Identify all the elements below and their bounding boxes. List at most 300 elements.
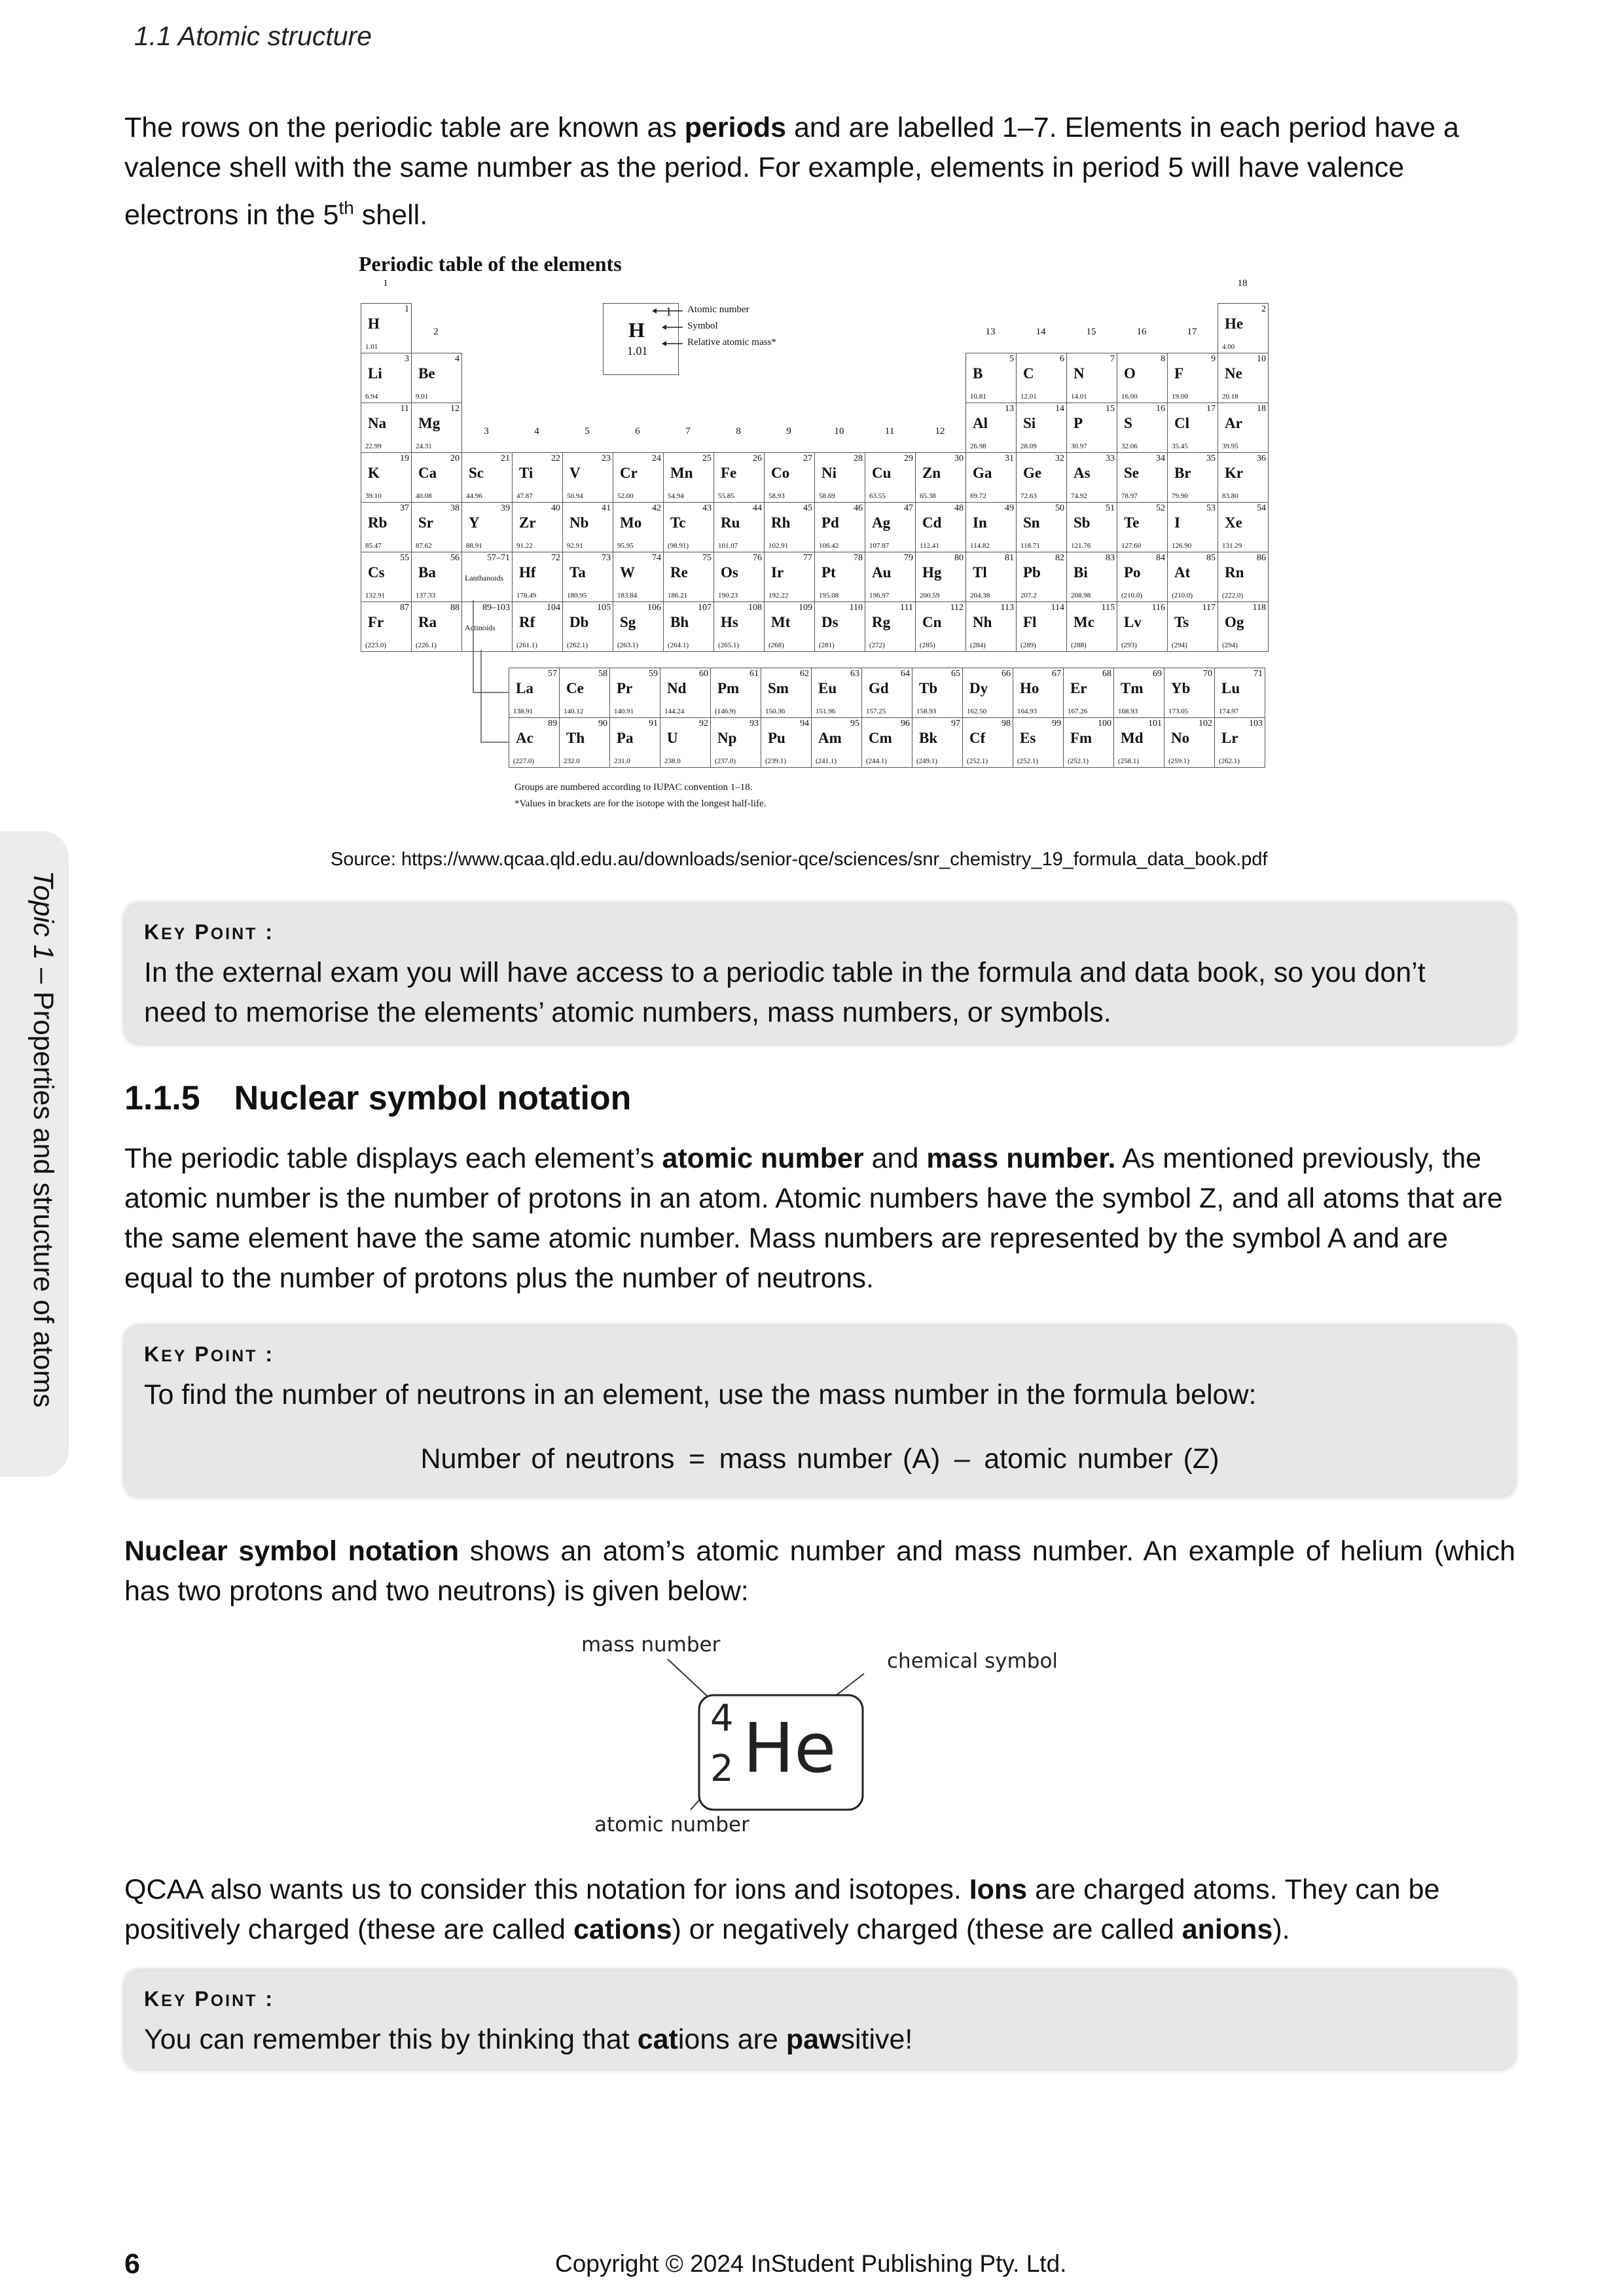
atomic-number: 90 [598,719,607,728]
ions-paragraph: QCAA also wants us to consider this notation for ions and isotopes. Ions are charged atoms. They can be positively charged (these are called cations) or negatively charged (these are called anions). [124,1874,1440,1945]
atomic-number: 49 [1005,503,1014,513]
element-symbol: Lv [1124,614,1142,630]
element-symbol: Dy [969,680,988,696]
element-symbol: Mt [771,614,791,630]
element-symbol: Pd [821,514,839,531]
element-symbol: Am [818,730,842,746]
key-point-box-1 [124,903,1515,1044]
element-symbol: La [516,680,533,696]
element-symbol: Fm [1070,730,1092,746]
notation-paragraph: The periodic table displays each element’s atomic number and mass number. As mentioned previously, the atomic number is the number of protons in an atom. Atomic numbers have the symbol Z, and all atoms that are the same element have the same atomic number. Mass numbers are represented by the symbol A and are equal to the number of protons plus the number of neutrons. [124,1143,1503,1294]
atomic-mass: 85.47 [365,542,382,550]
atomic-number: 81 [1005,553,1014,563]
group-number-15: 15 [1086,327,1096,337]
atomic-mass: (98.91) [668,542,689,550]
element-symbol: Ge [1023,465,1042,481]
atomic-number: 65 [951,669,960,679]
atomic-mass: 162.50 [967,708,987,715]
atomic-number: 58 [598,669,607,679]
element-symbol: Tc [670,514,686,531]
atomic-mass: (294) [1172,641,1187,649]
key-point-box-2 [124,1325,1515,1497]
atomic-number: 114 [1051,603,1064,613]
atomic-number: 28 [854,454,863,463]
atomic-mass: (249.1) [916,757,938,765]
atomic-mass: 173.05 [1168,708,1189,715]
atomic-number: 71 [1254,669,1263,679]
element-symbol: Cr [620,465,638,481]
atomic-number: 113 [1000,603,1014,613]
atomic-number: 103 [1249,719,1263,728]
element-symbol: Se [1124,465,1139,481]
element-symbol: Es [1020,730,1036,746]
atomic-number: 115 [1101,603,1115,613]
atomic-number-value: 2 [710,1748,734,1790]
atomic-mass: 118.71 [1020,542,1040,550]
group-number-10: 10 [834,426,844,437]
atomic-mass: 35.45 [1172,442,1188,450]
atomic-mass: 168.93 [1118,708,1138,715]
atomic-number: 108 [748,603,762,613]
atomic-mass: 54.94 [668,492,684,500]
atomic-mass: 79.90 [1172,492,1188,500]
atomic-mass: 151.96 [816,708,836,715]
group-number-12: 12 [935,426,945,437]
atomic-mass: 195.08 [819,592,839,600]
element-symbol: Gd [869,680,889,696]
key-point-label: KEY POINT : [144,920,274,944]
atomic-mass: 196.97 [869,592,890,600]
atomic-number: 82 [1055,553,1064,563]
element-symbol: F [1174,365,1184,382]
atomic-mass: 14.01 [1071,393,1087,401]
atomic-number: 89 [548,719,557,728]
atomic-mass: 78.97 [1121,492,1138,500]
f-block-connectors [359,252,1275,815]
atomic-mass: 131.29 [1222,542,1242,550]
atomic-number: 68 [1102,669,1111,679]
atomic-mass: (259.1) [1168,757,1190,765]
element-symbol: N [1074,365,1085,382]
atomic-mass: (252.1) [1017,757,1039,765]
atomic-number: 43 [702,503,712,513]
element-symbol: Rf [519,614,535,630]
element-symbol: P [1074,415,1083,431]
atomic-mass: 58.69 [819,492,835,500]
element-symbol: Pr [617,680,633,696]
atomic-number: 32 [1055,454,1064,463]
element-symbol: Cm [869,730,892,746]
atomic-mass: 88.91 [466,542,482,550]
atomic-mass: 26.98 [970,442,986,450]
intro-paragraph: The rows on the periodic table are known as periods and are labelled 1–7. Elements in each period have a valence shell with the same number as the period. For example, elements in period 5 will have valence electrons in the 5th shell. [124,112,1459,231]
element-symbol: Kr [1225,465,1244,481]
atomic-mass: 200.59 [920,592,940,600]
atomic-number: 118 [1252,603,1266,613]
element-symbol: Sn [1023,514,1040,531]
group-number-18: 18 [1237,278,1248,289]
element-symbol: Sm [768,680,789,696]
element-symbol: Ni [821,465,837,481]
atomic-mass: 4.00 [1222,343,1235,351]
table-note-1: Groups are numbered according to IUPAC convention 1–18. [514,782,753,793]
atomic-mass: 106.42 [819,542,839,550]
atomic-mass: 1.01 [365,343,378,351]
element-symbol: Ar [1225,415,1242,431]
atomic-number: 18 [1257,404,1266,414]
atomic-number: 112 [950,603,964,613]
key-point-text: You can remember this by thinking that cations are pawsitive! [144,2024,913,2055]
element-symbol: Db [569,614,589,630]
element-symbol: Os [721,564,738,581]
atomic-mass: (272) [869,641,885,649]
atomic-mass: 63.55 [869,492,886,500]
atomic-mass: (244.1) [866,757,888,765]
atomic-number: 53 [1206,503,1216,513]
element-symbol: Nd [667,680,687,696]
atomic-mass: 69.72 [970,492,986,500]
atomic-number: 54 [1257,503,1266,513]
element-symbol: Be [418,365,435,382]
atomic-number: 31 [1005,454,1014,463]
element-symbol: Ra [418,614,437,630]
running-header: 1.1 Atomic structure [134,21,372,51]
atomic-mass: (268) [768,641,784,649]
element-symbol: Ba [418,564,436,581]
atomic-mass: 47.87 [516,492,533,500]
atomic-number: 55 [400,553,409,563]
atomic-mass: (263.1) [617,641,639,649]
element-symbol: Po [1124,564,1141,581]
group-number-13: 13 [985,327,996,337]
atomic-mass: 183.84 [617,592,638,600]
atomic-number: 105 [597,603,611,613]
atomic-number: 11 [400,404,409,414]
atomic-mass: 39.10 [365,492,382,500]
chemical-symbol-value: He [743,1708,837,1788]
element-symbol: Ac [516,730,533,746]
atomic-number: 27 [803,454,812,463]
element-symbol: Pt [821,564,836,581]
source-citation: Source: https://www.qcaa.qld.edu.au/downloads/senior-qce/sciences/snr_chemistry_19_formula_data_book.pdf [331,849,1268,870]
copyright: Copyright © 2024 InStudent Publishing Pty. Ltd. [555,2250,1067,2277]
atomic-number: 25 [702,454,712,463]
atomic-number: 59 [649,669,658,679]
element-symbol: O [1124,365,1136,382]
atomic-mass: (210.0) [1172,592,1193,600]
element-symbol: Cs [368,564,385,581]
element-symbol: Sg [620,614,636,630]
element-symbol: Nb [569,514,589,531]
atomic-mass: 65.38 [920,492,936,500]
atomic-mass: (237.0) [715,757,736,765]
atomic-mass: 114.82 [970,542,990,550]
atomic-mass: 232.0 [564,757,580,765]
atomic-number: 62 [800,669,809,679]
atomic-number: 96 [901,719,910,728]
atomic-number: 42 [652,503,661,513]
atomic-number: 83 [1106,553,1115,563]
atomic-number: 87 [400,603,409,613]
periodic-table [359,252,1275,815]
element-symbol: Cu [872,465,892,481]
atomic-mass: 30.97 [1071,442,1087,450]
atomic-number: 24 [652,454,661,463]
atomic-mass: 121.76 [1071,542,1091,550]
atomic-mass: (239.1) [765,757,787,765]
atomic-mass: 52.00 [617,492,634,500]
atomic-mass: (258.1) [1118,757,1140,765]
element-symbol: Ce [566,680,584,696]
mass-number-value: 4 [710,1697,734,1740]
atomic-number: 14 [1055,404,1064,414]
group-number-9: 9 [786,426,791,437]
element-symbol: Ho [1020,680,1039,696]
element-symbol: Bh [670,614,689,630]
atomic-mass: 127.60 [1121,542,1142,550]
element-symbol: Cn [922,614,942,630]
element-symbol: Rn [1225,564,1244,581]
element-symbol: Ti [519,465,533,481]
atomic-number: 3 [405,354,409,364]
element-symbol: C [1023,365,1034,382]
atomic-mass: 28.09 [1020,442,1037,450]
atomic-number: 107 [698,603,712,613]
element-symbol: Ag [872,514,891,531]
atomic-mass: (284) [970,641,986,649]
group-number-2: 2 [433,327,439,337]
element-symbol: Si [1023,415,1036,431]
element-symbol: Na [368,415,387,431]
atomic-number: 88 [450,603,460,613]
atomic-number: 17 [1206,404,1216,414]
element-symbol: In [973,514,987,531]
atomic-mass: 204.38 [970,592,990,600]
key-cell: 1 H 1.01 [603,303,679,375]
element-symbol: Hf [519,564,536,581]
element-symbol: Te [1124,514,1140,531]
mass-number-label: mass number [581,1633,721,1657]
atomic-number: 116 [1151,603,1165,613]
side-tab-text [27,870,59,1408]
atomic-mass: (285) [920,641,935,649]
element-symbol: Th [566,730,585,746]
element-symbol: S [1124,415,1132,431]
atomic-mass: 91.22 [516,542,533,550]
element-symbol: Np [717,730,737,746]
element-symbol: Hg [922,564,942,581]
atomic-mass: 32.06 [1121,442,1138,450]
element-symbol: Lr [1221,730,1238,746]
atomic-mass: 150.36 [765,708,785,715]
element-symbol: Tl [973,564,987,581]
periodic-table-title: Periodic table of the elements [359,252,622,276]
section-heading: 1.1.5 Nuclear symbol notation [124,1079,632,1117]
atomic-number: 97 [951,719,960,728]
atomic-number: 77 [803,553,812,563]
atomic-number: 72 [551,553,560,563]
element-symbol: Ir [771,564,784,581]
element-symbol: Og [1225,614,1244,630]
atomic-number: 61 [749,669,759,679]
key-point-box-3 [124,1970,1515,2070]
atomic-number: 80 [954,553,964,563]
atomic-mass: 138.91 [513,708,533,715]
atomic-mass: (261.1) [516,641,538,649]
atomic-number: 67 [1052,669,1061,679]
element-symbol: Xe [1225,514,1242,531]
atomic-number: 106 [647,603,661,613]
atomic-mass: (265.1) [718,641,740,649]
element-symbol: Md [1121,730,1144,746]
element-symbol: Ts [1174,614,1189,630]
atomic-number: 64 [901,669,910,679]
element-symbol: Sb [1074,514,1091,531]
atomic-mass: 10.81 [970,393,986,401]
element-symbol: Zr [519,514,536,531]
atomic-number: 84 [1156,553,1165,563]
element-symbol: U [667,730,678,746]
element-symbol: Sc [469,465,484,481]
atomic-number: 111 [900,603,913,613]
element-symbol: Eu [818,680,837,696]
element-symbol: Cf [969,730,986,746]
key-point-text: To find the number of neutrons in an element, use the mass number in the formula below: [144,1379,1257,1410]
atomic-number: 21 [501,454,510,463]
atomic-mass: 87.62 [416,542,432,550]
atomic-number: 73 [602,553,611,563]
group-number-16: 16 [1136,327,1147,337]
group-number-8: 8 [736,426,741,437]
atomic-number: 100 [1098,719,1111,728]
atomic-mass: (262.1) [567,641,588,649]
atomic-mass: 55.85 [718,492,734,500]
atomic-mass: 58.93 [768,492,785,500]
atomic-number: 86 [1257,553,1266,563]
element-symbol: Hs [721,614,738,630]
group-number-7: 7 [685,426,691,437]
element-symbol: Ru [721,514,740,531]
atomic-mass: 167.26 [1068,708,1088,715]
atomic-mass: 231.0 [614,757,630,765]
atomic-number: 69 [1153,669,1162,679]
atomic-mass: 126.90 [1172,542,1192,550]
atomic-number: 30 [954,454,964,463]
atomic-number: 66 [1001,669,1011,679]
element-symbol: As [1074,465,1091,481]
element-symbol: No [1171,730,1190,746]
atomic-number: 70 [1203,669,1212,679]
atomic-number: 26 [753,454,762,463]
key-point-text: In the external exam you will have access to a periodic table in the formula and data book, so you don’t need to memorise the elements’ atomic numbers, mass numbers, or symbols. [144,957,1426,1028]
atomic-mass: (288) [1071,641,1087,649]
atomic-mass: 164.93 [1017,708,1038,715]
atomic-number: 38 [450,503,460,513]
atomic-mass: 9.01 [416,393,429,401]
atomic-mass: 192.22 [768,592,789,600]
atomic-mass: 44.96 [466,492,482,500]
atomic-number: 39 [501,503,510,513]
atomic-number: 13 [1005,404,1014,414]
element-symbol: Bk [919,730,938,746]
element-symbol: Ds [821,614,839,630]
actinoids-placeholder-label: Actinoids [465,623,496,632]
atomic-mass: 6.94 [365,393,378,401]
element-symbol: Pu [768,730,785,746]
element-symbol: Rb [368,514,388,531]
atomic-mass: (146.9) [715,708,736,715]
atomic-number: 41 [602,503,611,513]
element-symbol: Tm [1121,680,1144,696]
element-symbol: Lu [1221,680,1240,696]
atomic-mass: 20.18 [1222,393,1238,401]
group-number-3: 3 [484,426,489,437]
atomic-number: 74 [652,553,661,563]
atomic-mass: (264.1) [668,641,689,649]
atomic-number: 79 [904,553,913,563]
atomic-number: 45 [803,503,812,513]
element-symbol: V [569,465,581,481]
atomic-number: 75 [702,553,712,563]
atomic-mass: 144.24 [664,708,685,715]
atomic-mass: 19.00 [1172,393,1188,401]
element-symbol: Au [872,564,892,581]
atomic-number: 10 [1257,354,1266,364]
atomic-number: 20 [450,454,460,463]
element-symbol: Cd [922,514,942,531]
atomic-number: 33 [1106,454,1115,463]
element-symbol: Fr [368,614,384,630]
element-symbol: Fl [1023,614,1037,630]
atomic-mass: 39.95 [1222,442,1238,450]
atomic-number: 19 [400,454,409,463]
atomic-mass: 40.08 [416,492,432,500]
atomic-number: 101 [1148,719,1162,728]
atomic-mass: 140.91 [614,708,634,715]
atomic-number: 57–71 [487,553,510,563]
atomic-mass: 178.49 [516,592,537,600]
element-symbol: Zn [922,465,941,481]
element-symbol: Pm [717,680,740,696]
element-symbol: Ne [1225,365,1242,382]
key-label-mass: Relative atomic mass* [687,337,776,348]
element-symbol: Cl [1174,415,1189,431]
atomic-mass: 132.91 [365,592,386,600]
atomic-mass: 137.33 [416,592,436,600]
atomic-mass: 207.2 [1020,592,1037,600]
atomic-number: 15 [1106,404,1115,414]
group-number-1: 1 [383,278,388,289]
element-symbol: Mc [1074,614,1094,630]
element-symbol: At [1174,564,1191,581]
atomic-number: 51 [1106,503,1115,513]
atomic-mass: (289) [1020,641,1036,649]
atomic-mass: 157.25 [866,708,886,715]
atomic-mass: (293) [1121,641,1137,649]
atomic-mass: (281) [819,641,835,649]
element-symbol: Rg [872,614,891,630]
group-number-5: 5 [585,426,590,437]
lanthanoids-placeholder-label: Lanthanoids [465,573,504,583]
atomic-mass: 158.93 [916,708,937,715]
page-number: 6 [124,2248,140,2280]
atomic-mass: 180.95 [567,592,587,600]
key-label-symbol: Symbol [687,321,718,331]
atomic-number: 40 [551,503,560,513]
atomic-number: 95 [850,719,859,728]
element-symbol: H [368,315,380,332]
atomic-mass: 74.92 [1071,492,1087,500]
